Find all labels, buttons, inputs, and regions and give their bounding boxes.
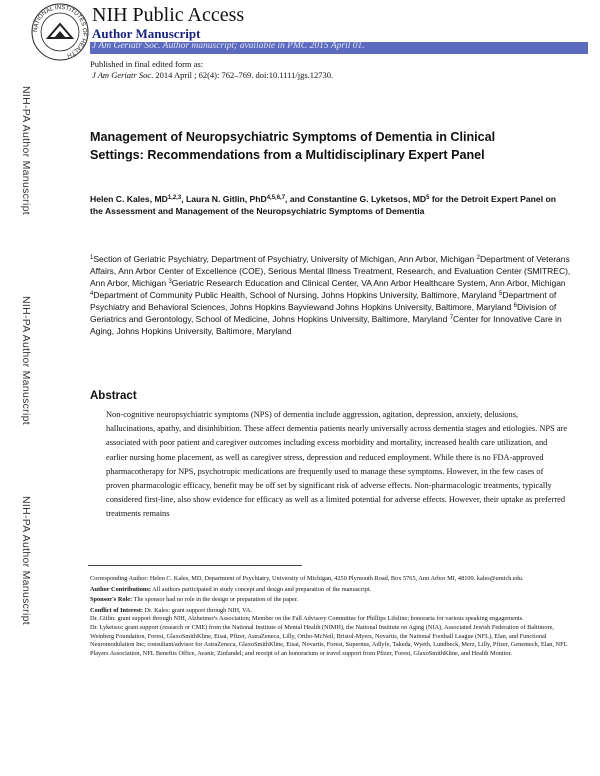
- author-affil-sup: 5: [426, 195, 430, 201]
- article-title: Management of Neuropsychiatric Symptoms of Dementia in Clinical Settings: Recommendations from a Multidisciplinary Expert Panel: [90, 130, 496, 162]
- footnote-label: Sponsor's Role:: [90, 596, 133, 604]
- affil-sup: 4: [90, 291, 94, 297]
- banner-text: . Author manuscript; available in PMC 2015 April 01.: [158, 41, 365, 51]
- author-affil-sup: 1,2,3: [167, 195, 182, 201]
- side-watermark: NIH-PA Author Manuscript: [20, 86, 32, 215]
- footnote-text: The sponsor had no role in the design or preparation of the paper.: [132, 596, 299, 604]
- corresponding-author: Corresponding Author: Helen C. Kales, MD, Department of Psychiatry, University of Michigan, 4250 Plymouth Road, Box 5765, Ann Arbor MI, 48109. kales@umich.edu.: [90, 575, 524, 582]
- availability-banner: [90, 42, 588, 54]
- affil-sup: 1: [90, 255, 94, 261]
- nih-seal-logo: [30, 2, 90, 62]
- side-watermark: NIH-PA Author Manuscript: [20, 496, 32, 625]
- affiliation: Department of Veterans Affairs, Ann Arbor Center of Excellence (COE), Serious Mental Illness Treatment, Research, and Evaluation Center (SMITREC), Ann Arbor, Michigan: [90, 254, 571, 288]
- footnote-text: Dr. Kales: grant support through NIH, VA.: [143, 606, 252, 614]
- author-name: Helen C. Kales, MD: [90, 194, 168, 204]
- conflict-of-interest: [90, 607, 576, 616]
- footnotes: [90, 575, 576, 660]
- author-contributions: [90, 586, 576, 595]
- affil-sup: 6: [513, 303, 517, 309]
- affil-sup: 7: [449, 315, 454, 321]
- author-manuscript-subtitle: Author Manuscript: [92, 26, 201, 41]
- published-label: Published in final edited form as:: [90, 59, 204, 69]
- citation-journal: J Am Geriatr Soc: [92, 70, 152, 80]
- abstract-heading: Abstract: [90, 390, 137, 402]
- abstract-body: Non-cognitive neuropsychiatric symptoms (NPS) of dementia include aggression, agitation, depression, anxiety, delusions, hallucinations, apathy, and disinhibition. These affect dementia patients nearly universally across dementia stages and etiologies. NPS are associated with poor patient and caregiver outcomes including excess morbidity and mortality, increased health care utilization, and earlier nursing home placement, as well as caregiver stress, depression and reduced employment. While there is no FDA-approved pharmacotherapy for NPS, psychotropic medications are frequently used to manage these symptoms. However, in the few cases of proven pharmacologic efficacy, benefit may be off set by significant risk of adverse effects. Non-pharmacologic treatments, typically considered first-line, also show evidence for efficacy as well as a limited potential for adverse effects. However, their uptake as preferred treatments remains: [106, 410, 568, 519]
- nih-public-access-title: NIH Public Access: [92, 4, 245, 26]
- affiliation: Department of Psychiatry and Behavioral Sciences, Johns Hopkins Bayviewand Johns Hopkins University, Baltimore, Maryland: [90, 290, 557, 312]
- affiliation: Division of Geriatrics and Gerontology, School of Medicine, Johns Hopkins University, Baltimore, Maryland: [90, 302, 557, 324]
- sponsor-role: [90, 596, 576, 605]
- footnote-divider: [88, 565, 302, 566]
- affiliation: Department of Community Public Health, School of Nursing, Johns Hopkins University, Baltimore, Maryland: [93, 290, 499, 300]
- svg-text:NATIONAL INSTITUTES OF HEALTH: NATIONAL INSTITUTES OF HEALTH: [32, 4, 88, 58]
- author-separator: , and: [285, 194, 308, 204]
- footnote-label: Conflict of Interest:: [90, 606, 144, 614]
- affiliation: Section of Geriatric Psychiatry, Department of Psychiatry, University of Michigan, Ann Arbor, Michigan: [93, 254, 477, 264]
- footnote-label: Author Contributions:: [90, 585, 151, 593]
- citation-line: [92, 70, 333, 80]
- author-name: Laura N. Gitlin, PhD: [185, 194, 267, 204]
- author-group: for the Detroit Expert Panel on the Assessment and Management of the Neuropsychiatric Symptoms of Dementia: [90, 194, 556, 216]
- footnote-text: All authors participated in study concept and design and preparation of the manuscript.: [150, 585, 372, 593]
- banner-journal: J Am Geriatr Soc: [92, 41, 159, 51]
- affil-sup: 2: [476, 255, 480, 261]
- affil-sup: 5: [499, 291, 503, 297]
- lyketsos-disclosure: Dr. Lyketsos: grant support (research or CME) from the National Institute of Mental Health (NIMH), the National Institute on Aging (NIA), Associated Jewish Federation of Baltimore, Weinberg Foundation, Forest, GlaxoSmithKline, Eisai, Pfizer, AstraZeneca, Lilly, Ortho-McNeil, Bristol-Myers, Novartis, the National Football League (NFL), Elan, and Functional Neuromodulation Inc; consultant/advisor for AstraZeneca, GlaxoSmithKline, Eisai, Novartis, Forest, Supernus, Adlyfe, Takeda, Wyeth, Lundbeck, Merz, Lilly, Pfizer, Genentech, Elan, NFL Players Association, NFL Benefits Office, Avanir, Zinfandel; and receipt of an honorarium or travel support from Pfizer, Forest, GlaxoSmithKline, and Health Monitor.: [90, 623, 568, 657]
- author-affil-sup: 4,5,6,7: [266, 195, 286, 201]
- citation-details: . 2014 April ; 62(4): 762–769. doi:10.1111/jgs.12730.: [151, 70, 334, 80]
- affiliation: Center for Innovative Care in Aging, Johns Hopkins University, Baltimore, Maryland: [90, 314, 562, 336]
- gitlin-disclosure: Dr. Gitlin: grant support through NIH, Alzheimer's Association; Member on the Fall Advisory Committee for Phillips Lifeline; honoraria for various speaking engagements.: [90, 615, 524, 623]
- affiliation: Geriatric Research Education and Clinical Center, VA Ann Arbor Healthcare System, Ann Arbor, Michigan: [171, 278, 566, 288]
- author-list: Helen C. Kales, MD$^{1,2,3}$, Laura N. Gitlin, PhD$^{4,5,6,7}$, and Constantine G. Lyketsos, $MD^5$ for the Detroit Expert Panel on the Assessment and Management of the Neuropsychiatric Symptoms of Dementia: [90, 194, 556, 216]
- affil-sup: 3: [168, 279, 172, 285]
- affiliations: [90, 253, 574, 337]
- author-name: Constantine G. Lyketsos, MD: [307, 194, 427, 204]
- side-watermark: NIH-PA Author Manuscript: [20, 296, 32, 425]
